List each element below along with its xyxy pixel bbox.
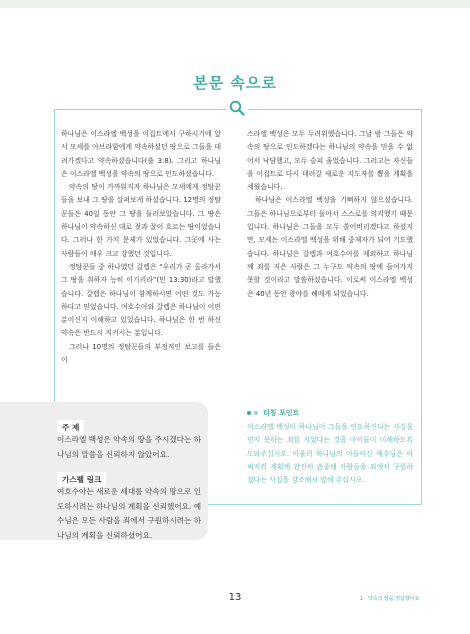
- bullet-dot-icon: [247, 411, 251, 415]
- bullet-dot-icon: [254, 411, 258, 415]
- body-paragraph: 정탐꾼들 중 하나였던 갈렙은 “우리가 곧 올라가서 그 땅을 취하자 능히 이기리라”(민 13:30)라고 말했습니다. 갈렙은 하나님이 함께하시면 어떤 것도 가능하다고 믿었습니다. 여호수아와 갈렙은 하나님이 어떤 분이신지 이해하고 있었습니다. 하나님은 한 번 하신 약속은 반드시 지키시는 분입니다.: [61, 262, 221, 338]
- search-icon: [226, 97, 248, 119]
- teaching-point-text: 이스라엘 백성이 하나님이 그들을 인도하신다는 사실을 믿지 못하는 죄를 지었다는 것을 아이들이 이해하도록 도와주십시오. 아울러 하나님의 아들이신 예수님은 아버지의 계획에 완전히 순종해 사람들을 죄에서 구원하셨다는 사실을 강조해서 말해 주십시오.: [247, 423, 413, 485]
- body-column-right: [247, 128, 413, 301]
- top-band: [0, 0, 470, 8]
- body-paragraph: 약속의 땅이 가까워지자 하나님은 모세에게 정탐꾼들을 보내 그 땅을 살펴보게 하셨습니다. 12명의 정탐꾼들은 40일 동안 그 땅을 둘러보았습니다. 그 땅은 하나님이 약속하신 대로 젖과 꿀이 흐르는 땅이었습니다. 그러나 한 가지 문제가 있었습니다. 그곳에 사는 사람들이 매우 크고 강했던 것입니다.: [61, 183, 221, 258]
- body-column-left: [61, 128, 221, 367]
- body-paragraph: 하나님은 이스라엘 백성을 이집트에서 구하시기에 앞서 모세를 아브라함에게 약속하셨던 땅으로 그들을 데려가겠다고 약속하셨습니다(출 3:8). 그리고 하나님은 이스라엘 백성을 약속의 땅으로 인도하셨습니다.: [61, 130, 221, 178]
- page-number: 13: [228, 592, 242, 603]
- teaching-point-label: 티칭 포인트: [263, 409, 300, 417]
- body-paragraph: 그러나 10명의 정탐꾼들의 부정적인 보고를 들은 이: [61, 342, 221, 365]
- gospel-link-label: 가스펠 링크: [57, 472, 106, 487]
- body-paragraph: 하나님은 이스라엘 백성을 기뻐하지 않으셨습니다. 그들은 하나님으로부터 돌아서 스스로를 의지했기 때문입니다. 하나님은 그들을 모두 쓸어버리겠다고 하셨지만, 모세는 이스라엘 백성을 위해 중재자가 되어 기도했습니다. 하나님은 갈렙과 여호수아를 제외하고 하나님께 죄를 지은 사람은 그 누구도 약속의 땅에 들어가지 못할 것이라고 말씀하셨습니다. 이로써 이스라엘 백성은 40년 동안 광야를 헤매게 되었습니다.: [247, 196, 413, 298]
- body-paragraph: 스라엘 백성은 모두 두려워했습니다. 그날 밤 그들은 약속의 땅으로 인도하겠다는 하나님의 약속을 믿을 수 없어서 낙담했고, 모두 슬피 울었습니다. 그러고는 자신들을 이집트로 다시 데려갈 새로운 지도자를 뽑을 계획을 세웠습니다.: [247, 130, 413, 192]
- gospel-link-text: 여호수아는 새로운 세대를 약속의 땅으로 인도하시려는 하나님의 계획을 신뢰했어요. 예수님은 모든 사람을 죄에서 구원하시려는 하나님의 계획을 신뢰하셨어요.: [57, 487, 202, 540]
- theme-text: 이스라엘 백성은 약속의 땅을 주시겠다는 하나님의 말씀을 신뢰하지 않았어요.: [57, 435, 202, 459]
- theme-label: 주 제: [57, 420, 84, 435]
- teaching-point-header: [247, 408, 299, 418]
- section-title: 본문 속으로: [193, 74, 277, 92]
- running-footer: 1 · 약속의 땅을 정탐했어요: [360, 596, 420, 602]
